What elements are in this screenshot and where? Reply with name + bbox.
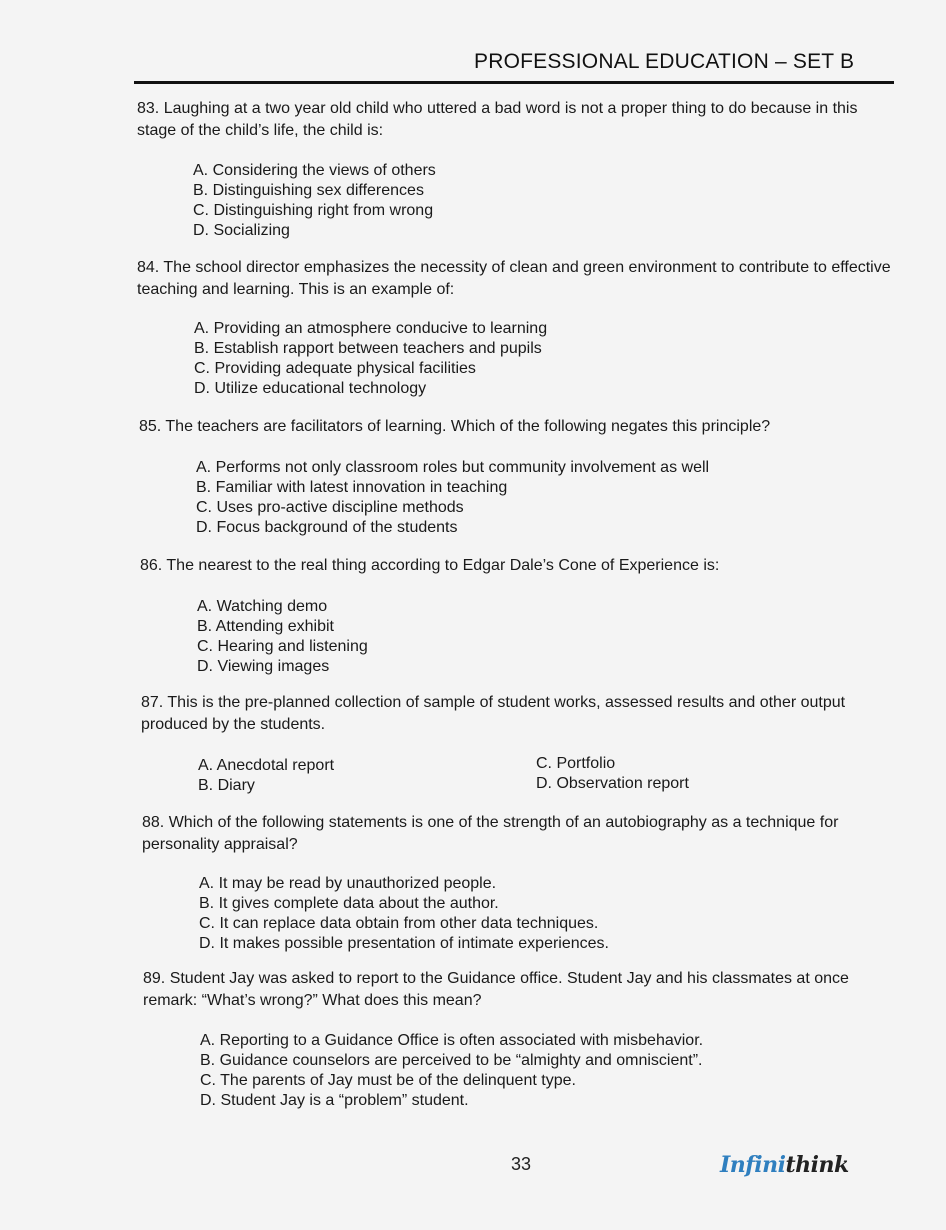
option: B. Familiar with latest innovation in teaching (196, 479, 508, 496)
option: A. Watching demo (197, 598, 328, 615)
question-86-text: 86. The nearest to the real thing according to Edgar Dale’s Cone of Experience is: (140, 557, 720, 574)
option: C. It can replace data obtain from other data techniques. (199, 915, 599, 932)
option: D. Observation report (536, 775, 689, 792)
option: A. It may be read by unauthorized people. (199, 875, 497, 892)
header-divider (134, 81, 894, 84)
option: B. Guidance counselors are perceived to be “almighty and omniscient”. (200, 1052, 703, 1069)
option: B. Diary (198, 777, 255, 794)
option: A. Reporting to a Guidance Office is often associated with misbehavior. (200, 1032, 704, 1049)
question-88-text: 88. Which of the following statements is one of the strength of an autobiography as a technique for personality appraisal? (142, 814, 839, 853)
option: C. Distinguishing right from wrong (193, 202, 434, 219)
option: D. It makes possible presentation of intimate experiences. (199, 935, 609, 952)
question-88-options (199, 874, 609, 954)
option: B. Distinguishing sex differences (193, 182, 424, 199)
question-83-options (193, 161, 436, 241)
option: D. Socializing (193, 222, 290, 239)
question-83-text: 83. Laughing at a two year old child who uttered a bad word is not a proper thing to do because in this stage of the child’s life, the child is: (137, 100, 858, 139)
brand-logo (720, 1152, 849, 1178)
question-85-text: 85. The teachers are facilitators of learning. Which of the following negates this principle? (139, 418, 771, 435)
question-85-options (196, 458, 709, 538)
option: B. Attending exhibit (197, 618, 334, 635)
question-86-options (197, 597, 368, 677)
brand-logo-part2: think (785, 1152, 849, 1178)
question-87-options-left (198, 756, 334, 796)
option: A. Anecdotal report (198, 757, 335, 774)
question-89-text: 89. Student Jay was asked to report to the Guidance office. Student Jay and his classmates at once remark: “What’s wrong?” What does this mean? (143, 970, 849, 1009)
brand-logo-part1: Infini (720, 1152, 786, 1178)
option: C. Uses pro-active discipline methods (196, 499, 464, 516)
question-89-options (200, 1031, 703, 1111)
page-header-title: PROFESSIONAL EDUCATION – SET B (474, 50, 855, 73)
question-87-options-right (536, 754, 689, 794)
option: B. It gives complete data about the author. (199, 895, 499, 912)
option: B. Establish rapport between teachers and pupils (194, 340, 542, 357)
option: C. Portfolio (536, 755, 616, 772)
option: C. Providing adequate physical facilities (194, 360, 476, 377)
option: D. Student Jay is a “problem” student. (200, 1092, 469, 1109)
option: D. Viewing images (197, 658, 330, 675)
page-number: 33 (511, 1154, 532, 1174)
option: C. Hearing and listening (197, 638, 368, 655)
question-84-text: 84. The school director emphasizes the necessity of clean and green environment to contribute to effective teaching and learning. This is an example of: (137, 259, 891, 298)
option: A. Performs not only classroom roles but community involvement as well (196, 459, 710, 476)
option: D. Utilize educational technology (194, 380, 427, 397)
question-84-options (194, 319, 547, 399)
question-87-text: 87. This is the pre-planned collection of sample of student works, assessed results and other output produced by the students. (141, 694, 846, 733)
option: A. Providing an atmosphere conducive to learning (194, 320, 548, 337)
option: D. Focus background of the students (196, 519, 458, 536)
option: C. The parents of Jay must be of the delinquent type. (200, 1072, 576, 1089)
option: A. Considering the views of others (193, 162, 436, 179)
